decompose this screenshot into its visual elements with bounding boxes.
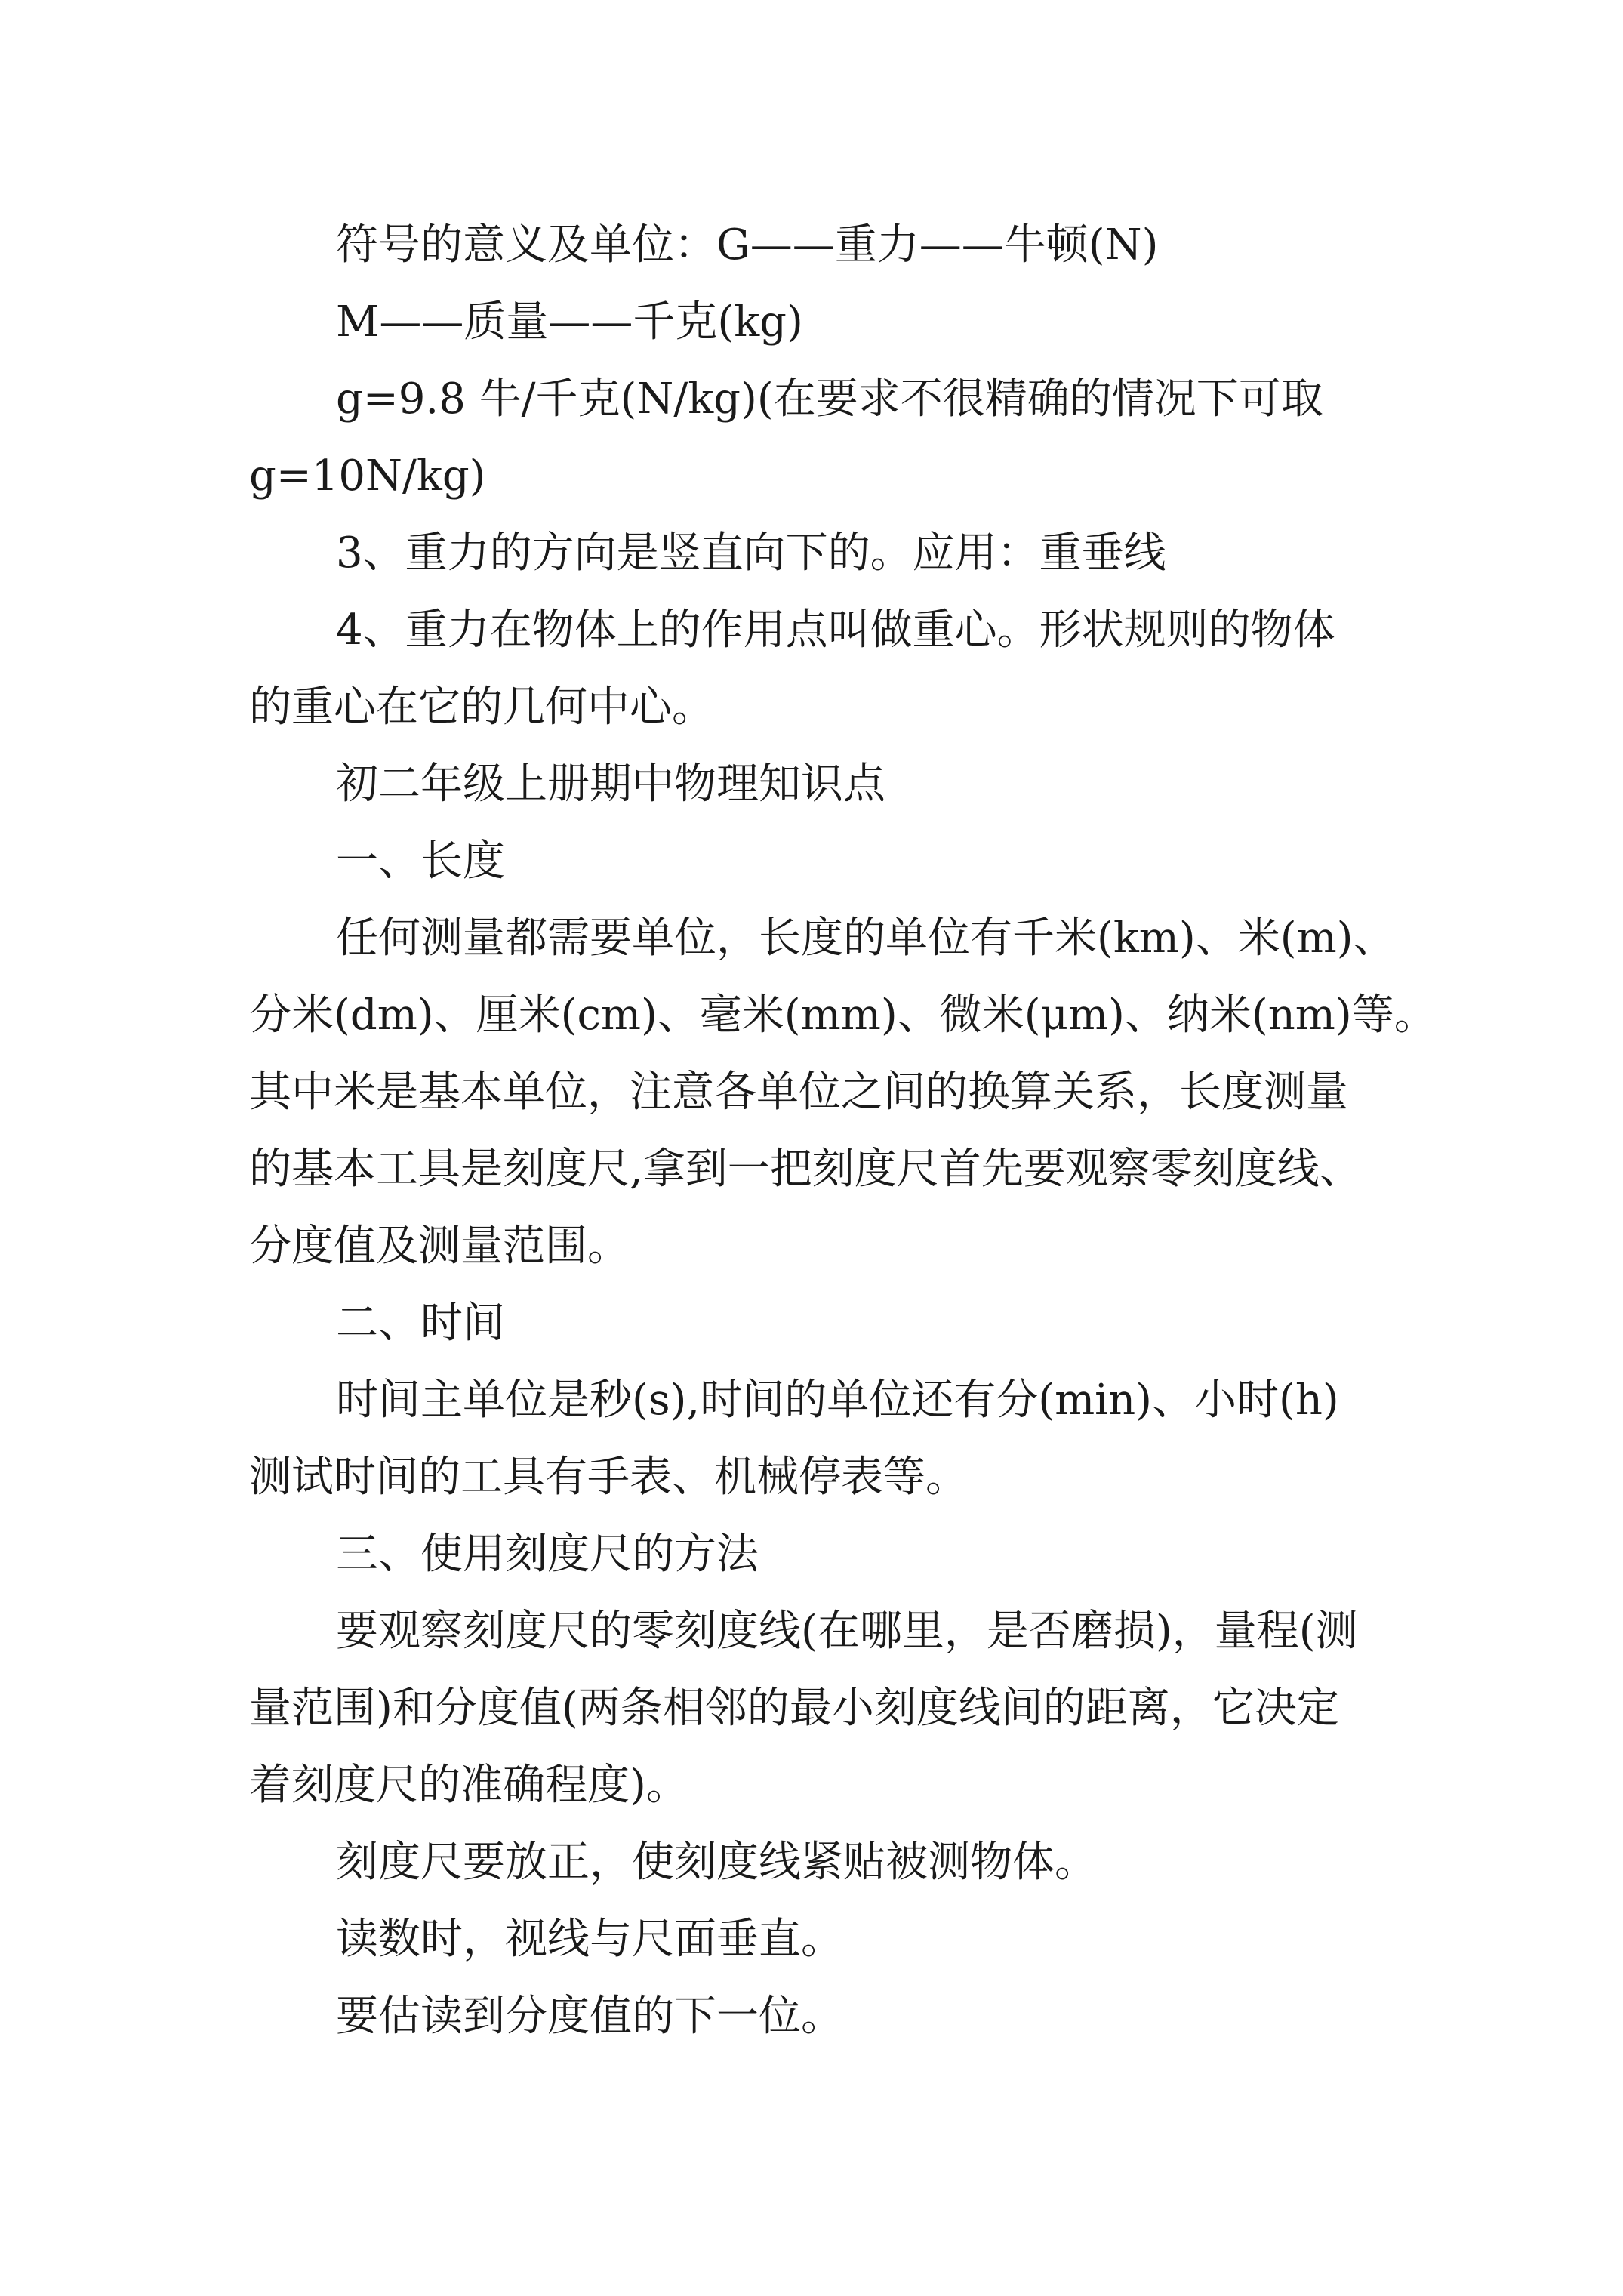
text-line-time-tools: 测试时间的工具有手表、机械停表等。 [249,1453,968,1502]
text-line-range: 分度值及测量范围。 [249,1222,630,1271]
text-line-base-unit: 其中米是基本单位，注意各单位之间的换算关系，长度测量 [249,1068,1348,1117]
section-heading-time: 二、时间 [336,1299,505,1348]
text-line-range-division: 量范围)和分度值(两条相邻的最小刻度线间的距离，它决定 [249,1684,1339,1733]
text-line-g-value: g=9.8 牛/千克(N/kg)(在要求不很精确的情况下可取 [336,374,1323,424]
text-line-accuracy: 着刻度尺的准确程度)。 [249,1761,688,1810]
text-line-geometric-center: 的重心在它的几何中心。 [249,683,714,732]
text-line-gravity-direction: 3、重力的方向是竖直向下的。应用：重垂线 [336,529,1166,578]
section-heading-length: 一、长度 [336,837,505,886]
text-line-ruler-tool: 的基本工具是刻度尺,拿到一把刻度尺首先要观察零刻度线、 [249,1145,1362,1194]
text-line-place-ruler: 刻度尺要放正，使刻度线紧贴被测物体。 [336,1838,1097,1887]
text-line-center-of-gravity: 4、重力在物体上的作用点叫做重心。形状规则的物体 [336,606,1335,655]
text-line-estimate: 要估读到分度值的下一位。 [336,1992,843,2041]
text-line-length-units: 任何测量都需要单位，长度的单位有千米(km)、米(m)、 [336,914,1396,963]
section-heading-ruler-method: 三、使用刻度尺的方法 [336,1530,759,1579]
text-line-observe-zero: 要观察刻度尺的零刻度线(在哪里，是否磨损)，量程(测 [336,1607,1358,1656]
text-line-g-approx: g=10N/kg) [249,451,486,501]
text-line-symbols: 符号的意义及单位：G——重力——牛顿(N) [336,220,1159,270]
text-line-reading: 读数时，视线与尺面垂直。 [336,1915,843,1964]
section-heading-midterm: 初二年级上册期中物理知识点 [336,760,885,809]
text-line-mass: M——质量——千克(kg) [336,297,803,347]
text-line-time-units: 时间主单位是秒(s),时间的单位还有分(min)、小时(h) [336,1376,1339,1425]
text-line-length-units-cont: 分米(dm)、厘米(cm)、毫米(mm)、微米(μm)、纳米(nm)等。 [249,991,1437,1040]
